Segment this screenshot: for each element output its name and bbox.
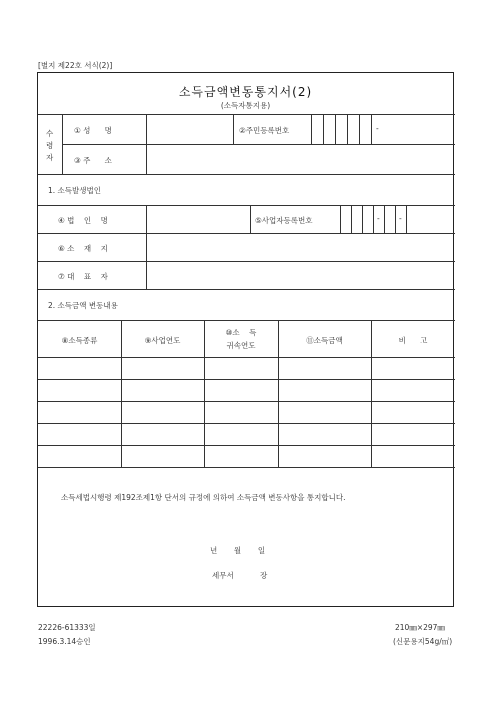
col-attribution-year-line2: 귀속연도	[226, 341, 256, 350]
rule	[362, 205, 363, 233]
notice-text: 소득세법시행령 제192조제1항 단서의 규정에 의하여 소득금액 변동사항을 통지합니다.	[61, 493, 346, 502]
form-code: 22226-61333일	[38, 623, 96, 632]
rule	[340, 205, 341, 233]
col-remarks: 비 고	[398, 336, 428, 345]
rule	[373, 205, 374, 233]
section1-heading: 1. 소득발생법인	[48, 186, 102, 195]
rule	[371, 114, 372, 144]
rule	[146, 205, 147, 289]
col-income-type: ⑧소득종류	[61, 336, 98, 345]
form-title: 소득금액변동통지서(2)	[178, 85, 313, 99]
notice-form	[37, 72, 454, 607]
rule	[38, 205, 455, 206]
rule	[311, 114, 312, 144]
rule	[233, 114, 234, 144]
rrn-dash: -	[376, 124, 379, 133]
tax-office-line: 세무서 장	[212, 571, 268, 580]
rule	[146, 114, 147, 174]
col-attribution-year: ⑩소 득	[225, 328, 257, 337]
col-business-year: ⑨사업연도	[144, 336, 181, 345]
representative-label: ⑦ 대 표 자	[58, 272, 108, 281]
section2-heading: 2. 소득금액 변동내용	[48, 301, 118, 310]
location-label: ⑥ 소 재 지	[58, 244, 108, 253]
brn-dash: -	[399, 214, 402, 223]
rule	[38, 289, 455, 290]
date-line: 년 월 일	[210, 546, 266, 555]
paper-type: (신문용지54g/㎡)	[393, 637, 453, 646]
rule	[323, 114, 324, 144]
rule	[38, 114, 455, 115]
rule	[351, 205, 352, 233]
rule	[347, 114, 348, 144]
rule	[38, 320, 455, 321]
rule	[335, 114, 336, 144]
rule	[406, 205, 407, 233]
rule	[38, 401, 455, 402]
recipient-side-label: 수	[46, 129, 54, 138]
rule	[38, 357, 455, 358]
col-income-amount: ⑪소득금액	[306, 336, 343, 345]
paper-size: 210㎜×297㎜	[395, 623, 445, 632]
rule	[38, 261, 455, 262]
rule	[38, 423, 455, 424]
rule	[38, 445, 455, 446]
rule	[395, 205, 396, 233]
rule	[38, 233, 455, 234]
rule	[62, 114, 63, 174]
rule	[38, 174, 455, 175]
form-number-label: [별지 제22호 서식(2)]	[38, 61, 113, 70]
brn-label: ⑤사업자등록번호	[255, 216, 313, 225]
recipient-side-label: 령	[46, 141, 54, 150]
address-label: ③ 주 소	[74, 156, 112, 165]
rule	[359, 114, 360, 144]
recipient-side-label: 자	[46, 153, 54, 162]
rule	[38, 467, 455, 468]
form-subtitle: (소득자통지용)	[220, 101, 271, 110]
rule	[38, 379, 455, 380]
rule	[62, 144, 455, 145]
brn-dash: -	[377, 214, 380, 223]
rule	[250, 205, 251, 233]
approval-date: 1996.3.14승인	[38, 637, 91, 646]
rule	[384, 205, 385, 233]
rrn-label: ②주민등록번호	[239, 126, 290, 135]
corp-name-label: ④ 법 인 명	[58, 216, 108, 225]
name-label: ① 성 명	[74, 126, 112, 135]
